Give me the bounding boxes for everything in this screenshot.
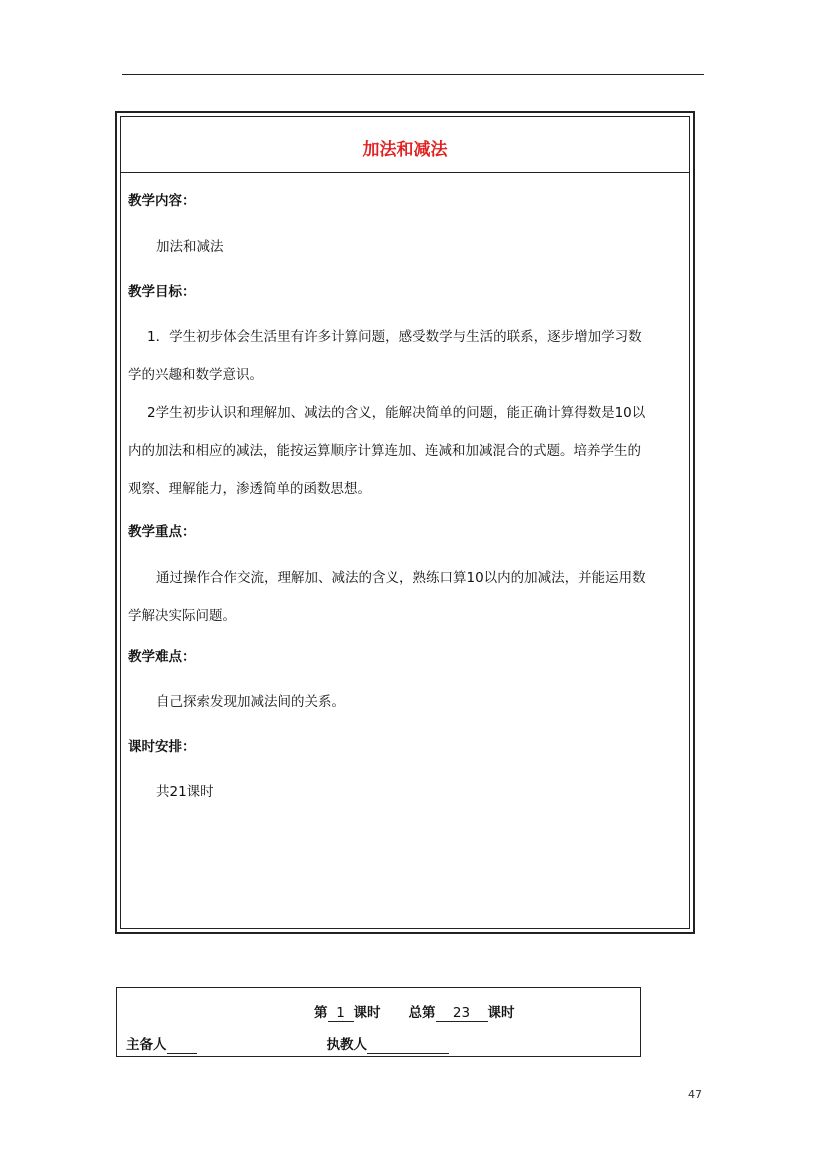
preparer-label: 主备人	[126, 1037, 167, 1053]
header-rule	[122, 74, 704, 75]
text-line: 学的兴趣和数学意识。	[128, 367, 263, 383]
section-goals-body	[128, 327, 688, 517]
title-row	[121, 117, 689, 173]
text-line: 1．学生初步体会生活里有许多计算问题，感受数学与生活的联系，逐步增加学习数	[147, 329, 642, 345]
text-line: 观察、理解能力，渗透简单的函数思想。	[128, 481, 371, 497]
lesson-plan-inner-border	[120, 116, 690, 929]
lesson-suffix: 课时	[353, 1005, 381, 1021]
text-line: 共21课时	[156, 784, 214, 800]
lesson-title: 加法和减法	[362, 140, 448, 160]
total-prefix: 总第	[408, 1005, 436, 1021]
text-line: 加法和减法	[156, 239, 224, 255]
section-heading-key-points: 教学重点：	[128, 524, 196, 540]
lesson-plan-table	[115, 111, 695, 934]
text-line: 2学生初步认识和理解加、减法的含义，能解决简单的问题，能正确计算得数是10以	[147, 405, 646, 421]
text-line: 自己探索发现加减法间的关系。	[156, 694, 345, 710]
total-number: 23	[436, 1006, 488, 1022]
lesson-count-line	[314, 1001, 515, 1022]
section-heading-difficulties: 教学难点：	[128, 649, 196, 665]
page-number: 47	[688, 1088, 702, 1101]
section-heading-goals: 教学目标：	[128, 284, 196, 300]
text-line: 学解决实际问题。	[128, 608, 236, 624]
staff-line	[126, 1033, 449, 1054]
section-difficulties-body	[128, 692, 688, 730]
lesson-prefix: 第	[314, 1005, 328, 1021]
preparer-blank	[167, 1038, 197, 1054]
section-schedule-body	[128, 782, 688, 820]
text-line: 内的加法和相应的减法，能按运算顺序计算连加、连减和加减混合的式题。培养学生的	[128, 443, 641, 459]
section-content-body	[128, 237, 688, 275]
lesson-info-box	[116, 987, 641, 1057]
teacher-label: 执教人	[326, 1037, 367, 1053]
text-line: 通过操作合作交流，理解加、减法的含义，熟练口算10以内的加减法，并能运用数	[156, 570, 646, 586]
section-heading-content: 教学内容：	[128, 193, 196, 209]
total-suffix: 课时	[487, 1005, 515, 1021]
teacher-blank	[367, 1038, 449, 1054]
lesson-number: 1	[328, 1006, 354, 1022]
section-heading-schedule: 课时安排：	[128, 739, 196, 755]
section-key-points-body	[128, 568, 688, 644]
